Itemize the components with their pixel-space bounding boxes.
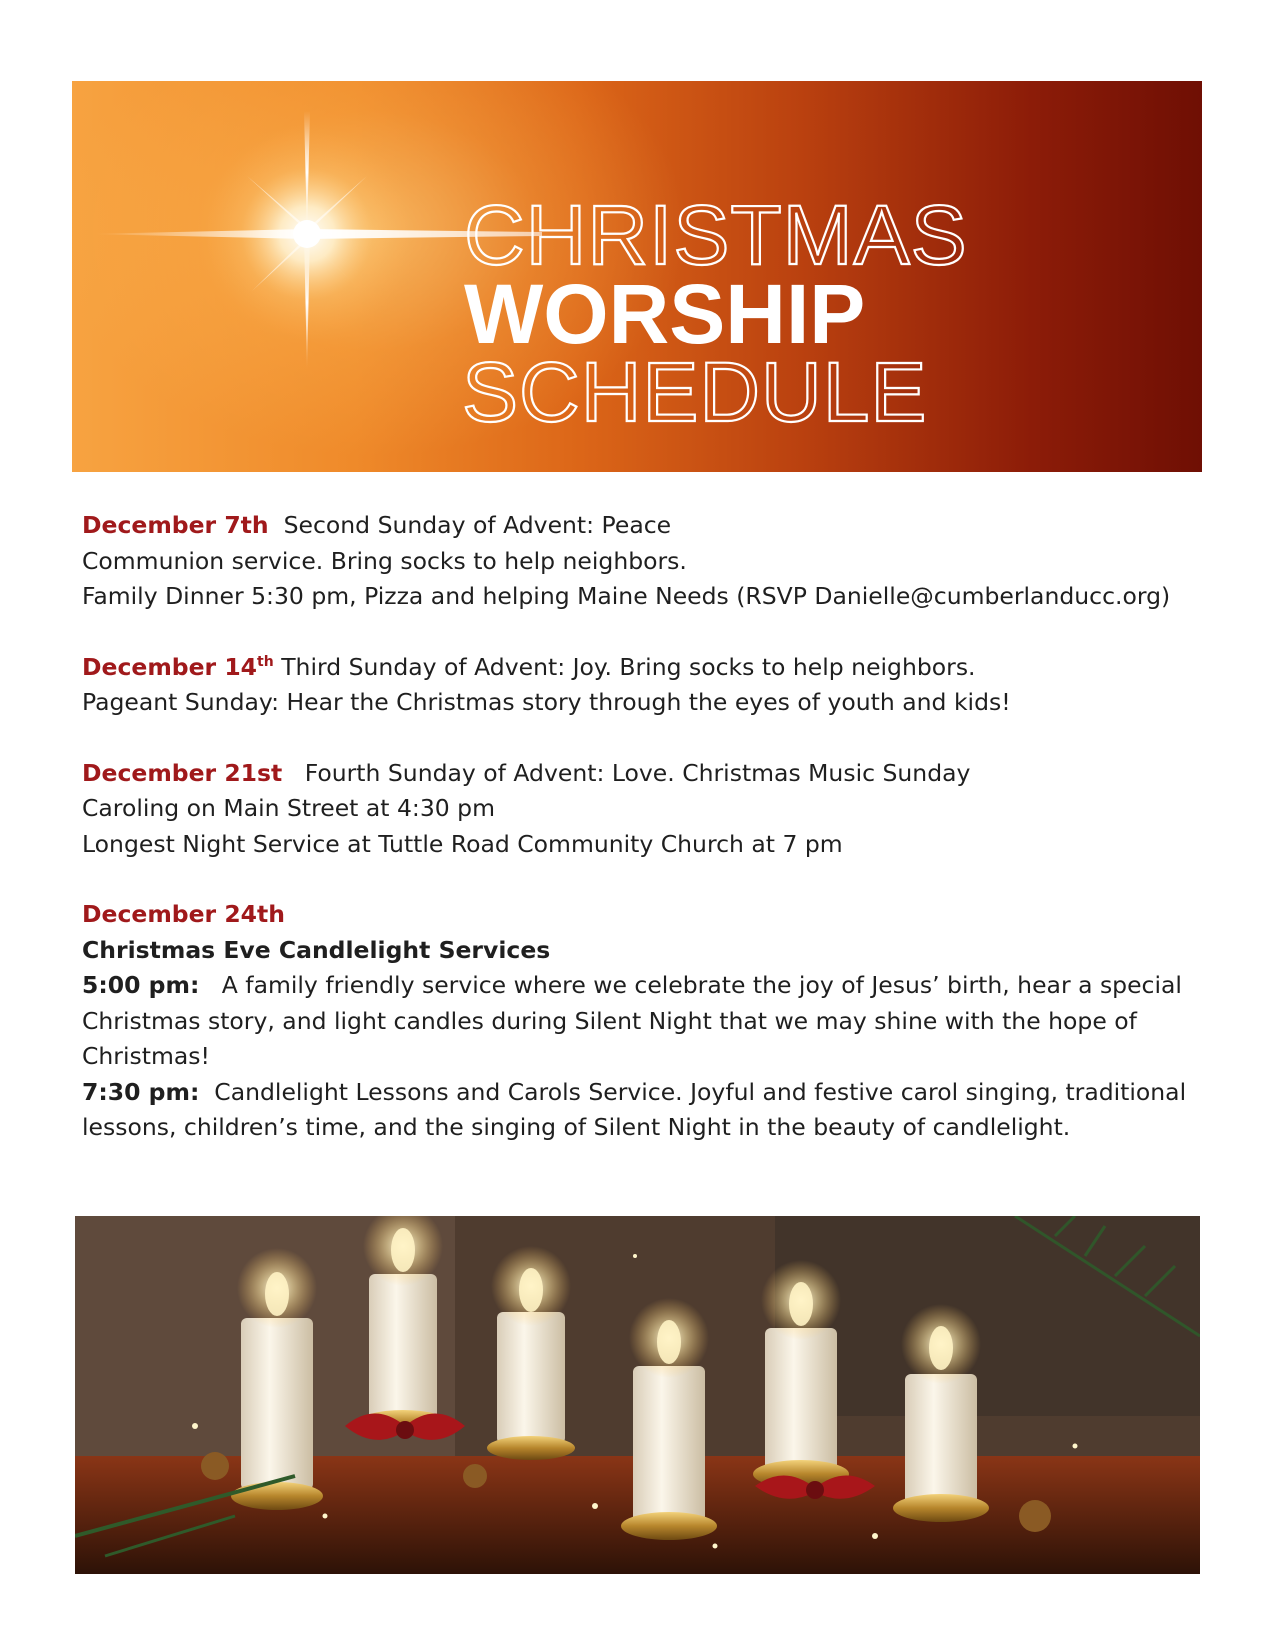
entry-date: December 24th (82, 900, 285, 928)
entry-title: Fourth Sunday of Advent: Love. Christmas Music Sunday (304, 758, 971, 787)
schedule-entry-dec21 (82, 756, 1202, 863)
candles-image (75, 1216, 1200, 1574)
entry-line: Pageant Sunday: Hear the Christmas story through the eyes of youth and kids! (82, 688, 1011, 716)
service-description: A family friendly service where we celebrate the joy of Jesus’ birth, hear a special Christmas story, and light candles during Silent Night that we may shine with the hope of Christmas! (82, 971, 1182, 1070)
service-description: Candlelight Lessons and Carols Service. Joyful and festive carol singing, traditional lessons, children’s time, and the singing of Silent Night in the beauty of candlelight. (82, 1077, 1187, 1141)
service-5pm (82, 968, 1202, 1075)
entry-heading: Christmas Eve Candlelight Services (82, 935, 551, 964)
banner-line2: WORSHIP (464, 267, 866, 361)
entry-line: Caroling on Main Street at 4:30 pm (82, 794, 495, 822)
entry-date: December 7th (82, 511, 269, 539)
banner-line3: SCHEDULE (462, 345, 928, 439)
entry-date: December 14th (82, 652, 274, 681)
service-time: 5:00 pm: (82, 971, 200, 999)
header-banner (72, 81, 1202, 472)
banner-line1: CHRISTMAS (464, 188, 968, 282)
entry-line: Family Dinner 5:30 pm, Pizza and helping Maine Needs (RSVP Danielle@cumberlanducc.org) (82, 582, 1171, 610)
service-730pm (82, 1075, 1202, 1146)
entry-title: Third Sunday of Advent: Joy. Bring socks to help neighbors. (281, 652, 976, 681)
entry-date: December 21st (82, 758, 283, 787)
entry-line: Communion service. Bring socks to help neighbors. (82, 546, 687, 575)
service-time: 7:30 pm: (82, 1077, 200, 1106)
candles-photo (75, 1216, 1200, 1574)
star-icon (72, 81, 1202, 472)
entry-line: Longest Night Service at Tuttle Road Community Church at 7 pm (82, 829, 843, 858)
schedule-entry-dec24 (82, 897, 1202, 1146)
schedule-entry-dec7 (82, 508, 1202, 615)
entry-title: Second Sunday of Advent: Peace (283, 511, 672, 539)
schedule-entry-dec14 (82, 650, 1202, 721)
schedule-list (82, 508, 1202, 1181)
